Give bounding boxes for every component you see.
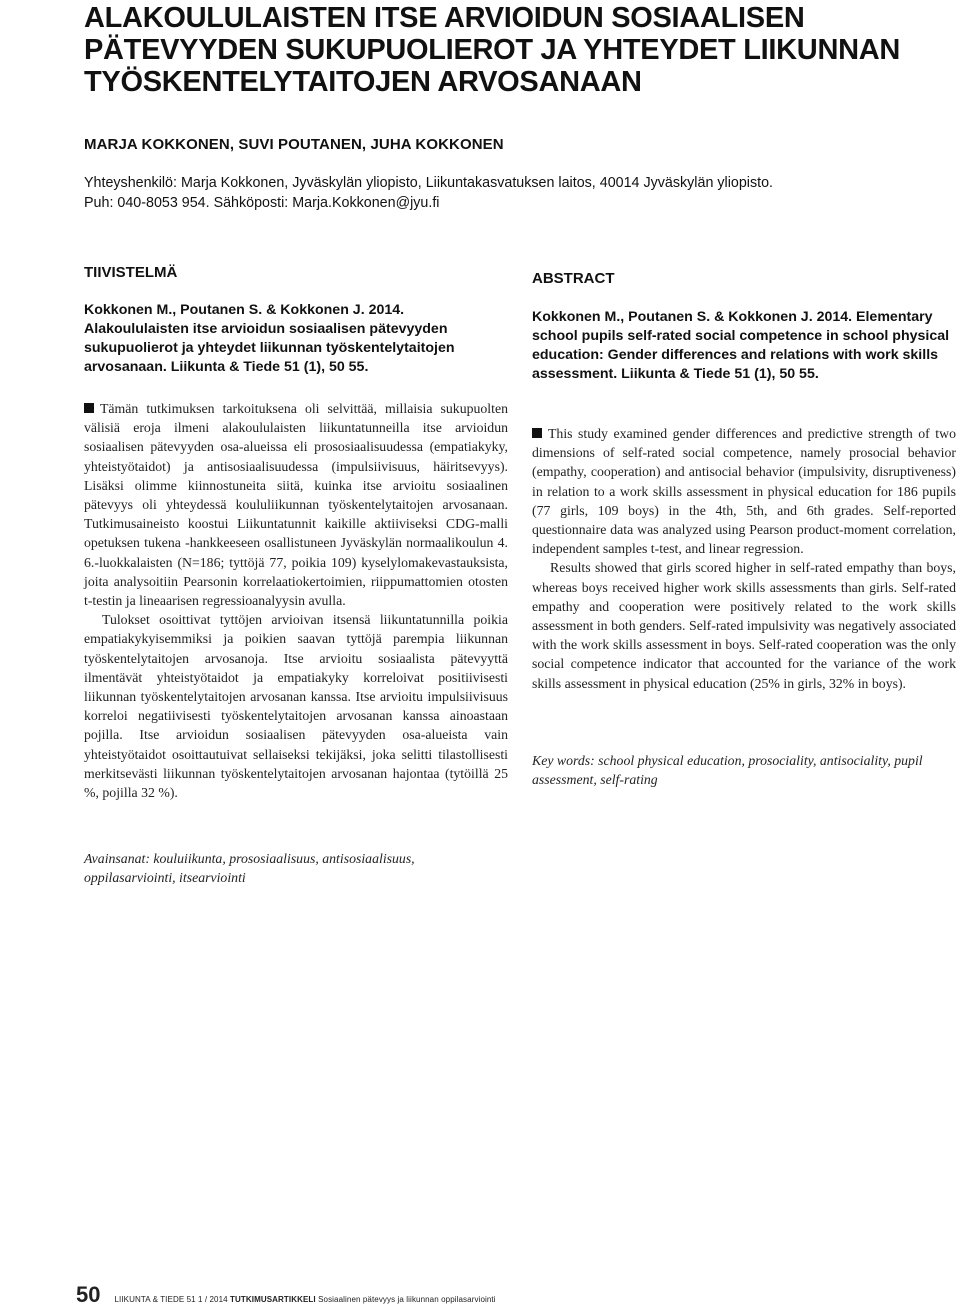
page-number: 50: [76, 1282, 101, 1307]
paragraph-marker-icon: [84, 403, 94, 413]
english-citation: Kokkonen M., Poutanen S. & Kokkonen J. 2014. Elementary school pupils self-rated social competence in school physical education: Gender differences and relations with work skills assessment. Liikunta & Tiede 51 (1), 50 55.: [532, 309, 950, 382]
english-paragraph-1: This study examined gender differences and predictive strength of two dimensions of self-rated social competence, namely prosocial behavior (empathy, cooperation) and antisocial behavior (impulsivity, disruptiveness) in relation to a work skills assessment in physical education for 186 pupils (77 girls, 109 boys) in the 4th, 5th, and 6th grades. Self-reported questionnaire data was analyzed using Pearson product-moment correlation, independent samples t-test, and linear regression.: [532, 426, 956, 557]
contact-line-2: Puh: 040-8053 954. Sähköposti: Marja.Kokkonen@jyu.fi: [84, 195, 440, 211]
footer-running-title: Sosiaalinen pätevyys ja liikunnan oppilasarviointi: [318, 1295, 496, 1304]
finnish-paragraph-2: Tulokset osoittivat tyttöjen arvioivan itsensä liikuntatunnilla poikia empatiakykyisemmiksi ja poikien saavan tyttöjä parempia liikunnan työskentelytaitojen arvosanoja. Itse arvioitu sosiaalista pätevyyttä ilmentävät yhteistyötaidot ja empatiakyky korreloivat positiivisesti liikunnan työskentelytaitojen arvosanan kanssa. Itse arvioitu impulsiivisuus korreloi negatiivisesti työskentelytaitojen arvosanan kanssa ainoastaan pojilla. Itse arvioidun sosiaalisen pätevyyden osa-alueista vain yhteistyötaidot osoittautuivat sellaiseksi tekijäksi, joka selitti tilastollisesti merkitsevästi liikunnan työskentelytaitojen arvosanan hajontaa (tytöillä 25 %, pojilla 32 %).: [84, 612, 508, 801]
english-paragraph-2: Results showed that girls scored higher in self-rated empathy than boys, whereas boys received higher work skills assessments than girls. Self-rated empathy and cooperation were positively related to the work skills assessment in both genders. Self-rated impulsivity was negatively associated with the work skills assessment in boys. Self-rated cooperation was the only social competence indicator that accounted for the variance of the work skills assessment in physical education (25% in girls, 32% in boys).: [532, 560, 956, 691]
author-list: MARJA KOKKONEN, SUVI POUTANEN, JUHA KOKKONEN: [84, 136, 504, 153]
tiivistelma-heading: TIIVISTELMÄ: [84, 264, 178, 281]
title-line-2: PÄTEVYYDEN SUKUPUOLIEROT JA YHTEYDET LIIKUNNAN: [84, 34, 901, 66]
english-abstract-body: [532, 424, 956, 693]
contact-info: [84, 173, 944, 213]
article-title: [84, 2, 944, 98]
abstract-heading: ABSTRACT: [532, 270, 615, 287]
footer-category: TUTKIMUSARTIKKELI: [230, 1295, 316, 1304]
page-footer: [76, 1282, 496, 1308]
footer-journal: LIIKUNTA & TIEDE 51 1 / 2014: [114, 1295, 228, 1304]
english-keywords: Key words: school physical education, prosociality, antisociality, pupil assessment, self-rating: [532, 753, 923, 788]
finnish-paragraph-1: Tämän tutkimuksen tarkoituksena oli selvittää, millaisia sukupuolten välisiä eroja ilmeni alakoululaisten liikuntatunneilla itse arvioidun sosiaalisen pätevyyden osa-alueissa eli prososiaalisuudessa (empatiakyky, yhteistyötaidot) ja antisosiaalisuudessa (impulsiivisuus, häiritsevyys). Lisäksi olimme kiinnostuneita siitä, kuinka itse arvioitu sosiaalinen pätevyys oli yhteydessä koululiikunnan työskentelytaitojen arvosanaan. Tutkimusaineisto koostui Liikuntatunnit kaikille aktiiviseksi CDG-malli opetuksen tukena -hankkeeseen osallistuneen Jyväskylän normaalikoulun 4. 6.-luokkalaisten (N=186; tyttöjä 77, poikia 109) kyselylomakevastauksista, joita analysoitiin Pearsonin korrelaatiokertoimien, riippumattomien otosten t-testin ja lineaarisen regressioanalyysin avulla.: [84, 401, 508, 609]
footer-info: [114, 1295, 495, 1304]
finnish-keywords: Avainsanat: kouluiikunta, prososiaalisuus, antisosiaalisuus, oppilasarviointi, itsearviointi: [84, 851, 415, 886]
title-line-1: ALAKOULULAISTEN ITSE ARVIOIDUN SOSIAALISEN: [84, 2, 805, 34]
paragraph-marker-icon: [532, 428, 542, 438]
finnish-citation: Kokkonen M., Poutanen S. & Kokkonen J. 2014. Alakoululaisten itse arvioidun sosiaalisen pätevyyden sukupuolierot ja yhteydet liikunnan työskentelytaitojen arvosanaan. Liikunta & Tiede 51 (1), 50 55.: [84, 302, 455, 375]
contact-line-1: Yhteyshenkilö: Marja Kokkonen, Jyväskylän yliopisto, Liikuntakasvatuksen laitos, 40014 Jyväskylän yliopisto.: [84, 175, 773, 191]
title-line-3: TYÖSKENTELYTAITOJEN ARVOSANAAN: [84, 66, 642, 98]
finnish-abstract-body: [84, 399, 508, 802]
